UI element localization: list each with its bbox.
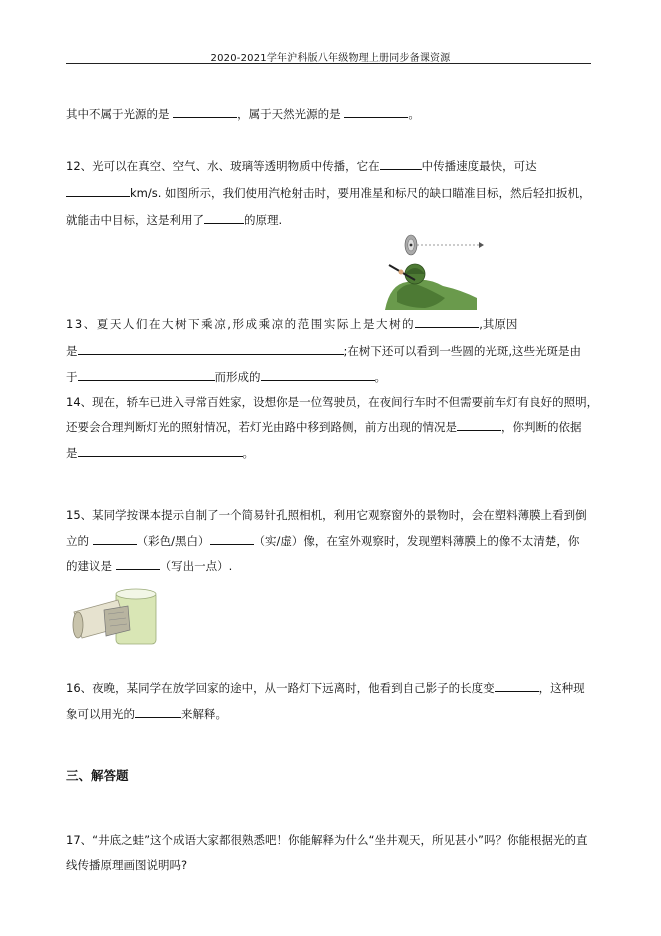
q16-text-2a: 象可以用光的 [66, 707, 135, 721]
question-14-line-3 [66, 445, 254, 461]
q16-blank-2[interactable] [135, 706, 181, 718]
pinhole-camera-figure [72, 586, 164, 650]
section-title: 三、解答题 [66, 768, 129, 783]
question-12-line-3 [66, 212, 282, 228]
q13-text-1a: 13、夏天人们在大树下乘凉,形成乘凉的范围实际上是大树的 [66, 317, 416, 331]
question-17-line-2: 线传播原理画图说明吗? [66, 858, 188, 872]
q14-blank-1[interactable] [457, 419, 501, 431]
q13-text-3b: 而形成的 [214, 370, 261, 384]
page-header: 2020-2021学年沪科版八年级物理上册同步备课资源 [210, 53, 451, 64]
q13-blank-2[interactable] [78, 343, 344, 355]
q16-text-2b: 来解释。 [181, 707, 227, 721]
question-15-line-1: 15、某同学按课本提示自制了一个简易针孔照相机，利用它观察窗外的景物时，会在塑料薄膜上看到倒 [66, 508, 587, 522]
q15-blank-real[interactable] [210, 533, 254, 545]
question-15-line-2 [66, 533, 579, 549]
q15-text-3b: （写出一点）. [159, 559, 233, 573]
q13-text-3c: 。 [374, 370, 386, 384]
q12-blank-speed[interactable] [66, 185, 130, 197]
q16-text-1b: ，这种现 [538, 681, 585, 695]
q14-blank-2[interactable] [78, 445, 243, 457]
q11-blank-2[interactable] [344, 106, 408, 118]
q16-blank-1[interactable] [495, 680, 539, 692]
q16-text-1a: 16、夜晚，某同学在放学回家的途中，从一路灯下远离时，他看到自己影子的长度变 [66, 681, 495, 695]
q12-blank-principle[interactable] [204, 212, 244, 224]
question-12-line-2 [66, 185, 591, 201]
q15-text-2a: 立的 [66, 534, 93, 548]
question-16-line-2 [66, 706, 227, 722]
q12-text-3a: 就能击中目标，这是利用了 [66, 213, 204, 227]
q11-text-c: 。 [408, 107, 420, 121]
q12-text-1b: 中传播速度最快，可达 [421, 159, 537, 173]
q13-text-1b: ,其原因 [479, 317, 518, 331]
q12-text-1a: 12、光可以在真空、空气、水、玻璃等透明物质中传播，它在 [66, 159, 380, 173]
q13-text-2a: 是 [66, 344, 78, 358]
q13-blank-4[interactable] [261, 369, 375, 381]
question-13-line-1 [66, 316, 517, 332]
question-14-line-1: 14、现在，轿车已进入寻常百姓家，设想你是一位驾驶员，在夜间行车时不但需要前车灯有良好的照明， [66, 395, 599, 409]
q15-text-2b: （彩色/黑白） [136, 534, 210, 548]
question-14-line-2 [66, 419, 582, 435]
question-11-tail [66, 106, 420, 122]
question-12-line-1 [66, 158, 537, 174]
q15-text-3a: 的建议是 [66, 559, 116, 573]
q13-text-3a: 于 [66, 370, 78, 384]
question-17-line-1: 17、“井底之蛙”这个成语大家都很熟悉吧！你能解释为什么“坐井观天，所见甚小”吗？你能根据光的直 [66, 833, 588, 847]
q13-blank-3[interactable] [78, 369, 215, 381]
q11-text-a: 其中不属于光源的是 [66, 107, 174, 121]
question-16-line-1 [66, 680, 585, 696]
q15-blank-suggestion[interactable] [116, 558, 160, 570]
q11-text-b: ，属于天然光源的是 [237, 107, 345, 121]
question-13-line-3 [66, 369, 386, 385]
q14-text-2a: 还要会合理判断灯光的照射情况，若灯光由路中移到路侧，前方出现的情况是 [66, 420, 457, 434]
q11-blank-1[interactable] [173, 106, 237, 118]
q13-blank-1[interactable] [415, 316, 479, 328]
q15-text-2c: （实/虚）像，在室外观察时，发现塑料薄膜上的像不太清楚，你 [253, 534, 580, 548]
header-divider [66, 63, 591, 64]
soldier-aiming-figure [385, 232, 485, 312]
question-13-line-2 [66, 343, 581, 359]
question-15-line-3 [66, 558, 232, 574]
q15-blank-color[interactable] [93, 533, 137, 545]
q14-text-2b: ，你判断的依据 [501, 420, 582, 434]
q13-text-2b: ;在树下还可以看到一些圆的光斑,这些光斑是由 [343, 344, 582, 358]
q14-text-3b: 。 [242, 446, 254, 460]
q12-text-2a: km/s. 如图所示，我们使用汽枪射击时，要用准星和标尺的缺口瞄准目标，然后轻扣扳机， [130, 186, 591, 200]
q12-text-3b: 的原理. [244, 213, 283, 227]
q12-blank-medium[interactable] [380, 158, 422, 170]
q14-text-3a: 是 [66, 446, 78, 460]
